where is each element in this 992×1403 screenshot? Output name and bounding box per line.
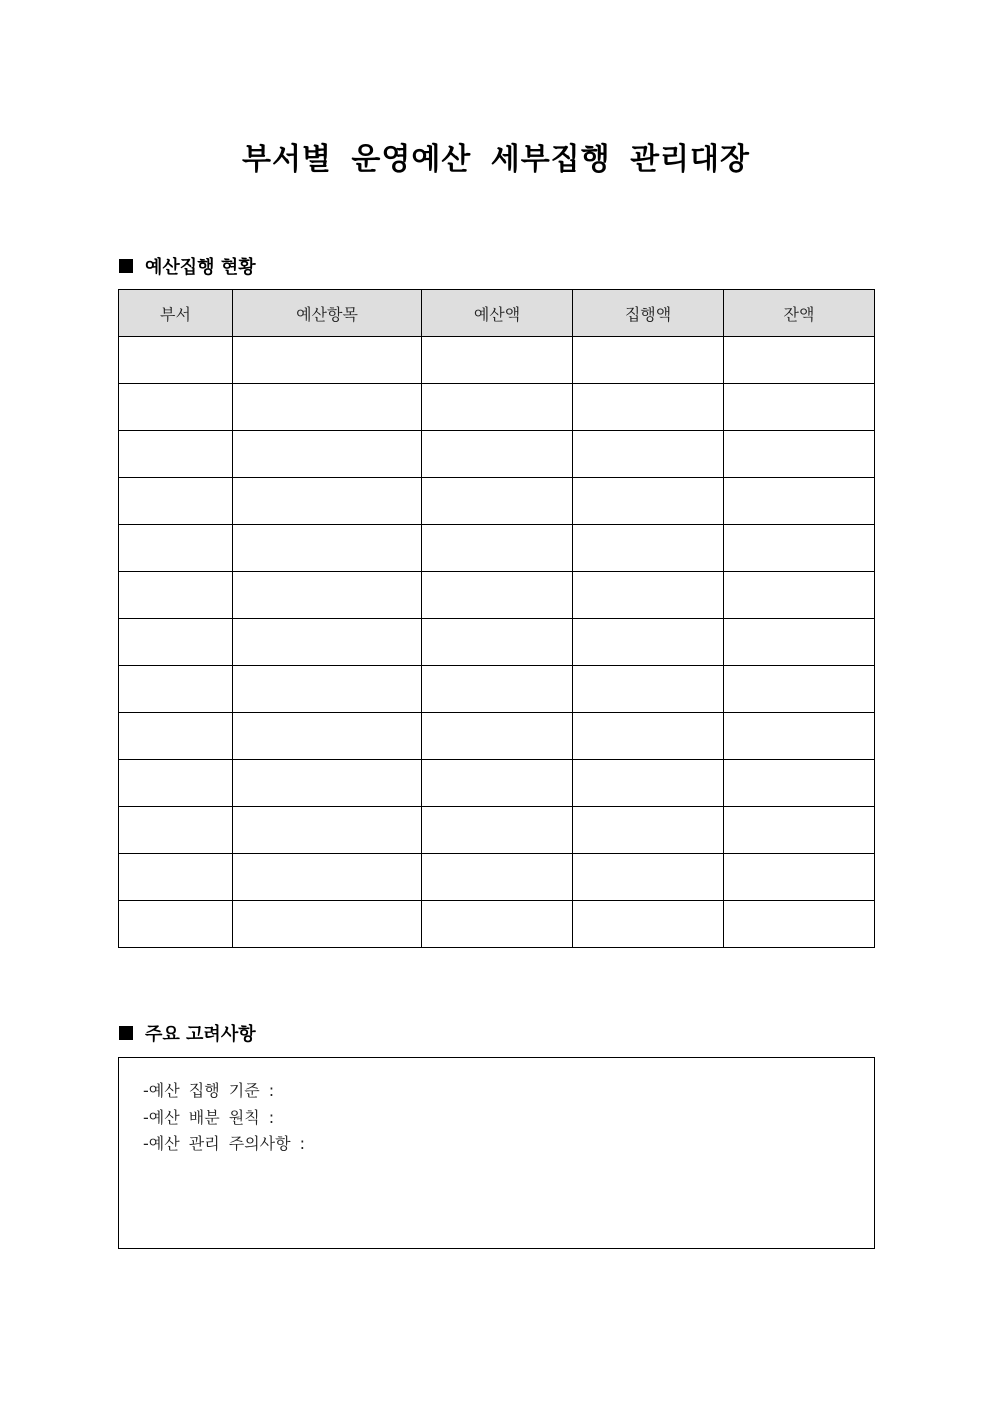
table-row (119, 854, 875, 901)
table-cell[interactable] (233, 431, 422, 478)
column-header-balance: 잔액 (724, 290, 875, 337)
table-cell[interactable] (119, 478, 233, 525)
table-row (119, 901, 875, 948)
table-cell[interactable] (422, 431, 573, 478)
table-cell[interactable] (119, 760, 233, 807)
table-cell[interactable] (724, 478, 875, 525)
section-heading-budget-status (119, 253, 256, 279)
table-cell[interactable] (724, 619, 875, 666)
consideration-execution-criteria: -예산 집행 기준 : (143, 1081, 275, 1100)
table-cell[interactable] (422, 337, 573, 384)
table-row (119, 337, 875, 384)
table-cell[interactable] (573, 854, 724, 901)
table-cell[interactable] (724, 572, 875, 619)
table-cell[interactable] (422, 619, 573, 666)
table-cell[interactable] (422, 666, 573, 713)
table-cell[interactable] (233, 478, 422, 525)
table-cell[interactable] (119, 572, 233, 619)
table-cell[interactable] (724, 854, 875, 901)
table-cell[interactable] (422, 384, 573, 431)
table-row (119, 619, 875, 666)
table-cell[interactable] (233, 854, 422, 901)
table-cell[interactable] (573, 901, 724, 948)
table-cell[interactable] (573, 619, 724, 666)
table-row (119, 572, 875, 619)
column-header-budget-amount: 예산액 (422, 290, 573, 337)
table-cell[interactable] (573, 572, 724, 619)
table-cell[interactable] (422, 478, 573, 525)
table-cell[interactable] (119, 807, 233, 854)
table-cell[interactable] (724, 901, 875, 948)
table-cell[interactable] (573, 713, 724, 760)
table-cell[interactable] (119, 384, 233, 431)
table-cell[interactable] (573, 525, 724, 572)
table-cell[interactable] (724, 337, 875, 384)
table-cell[interactable] (233, 619, 422, 666)
section-heading-label: 예산집행 현황 (145, 257, 256, 278)
table-row (119, 666, 875, 713)
table-cell[interactable] (233, 713, 422, 760)
column-header-budget-item: 예산항목 (233, 290, 422, 337)
table-cell[interactable] (119, 525, 233, 572)
table-cell[interactable] (724, 666, 875, 713)
table-cell[interactable] (724, 431, 875, 478)
table-row (119, 525, 875, 572)
black-square-icon (119, 259, 133, 273)
table-cell[interactable] (422, 854, 573, 901)
table-cell[interactable] (119, 854, 233, 901)
table-cell[interactable] (233, 384, 422, 431)
column-header-executed-amount: 집행액 (573, 290, 724, 337)
table-cell[interactable] (573, 666, 724, 713)
table-cell[interactable] (573, 760, 724, 807)
section-heading-label: 주요 고려사항 (145, 1024, 256, 1045)
table-cell[interactable] (233, 807, 422, 854)
table-cell[interactable] (233, 760, 422, 807)
budget-execution-table (118, 289, 875, 948)
section-heading-key-considerations (119, 1020, 256, 1046)
table-cell[interactable] (233, 572, 422, 619)
considerations-box[interactable] (118, 1057, 875, 1249)
table-cell[interactable] (573, 384, 724, 431)
consideration-allocation-principle: -예산 배분 원칙 : (143, 1107, 275, 1127)
table-cell[interactable] (119, 713, 233, 760)
table-cell[interactable] (422, 760, 573, 807)
table-cell[interactable] (119, 337, 233, 384)
table-row (119, 478, 875, 525)
table-cell[interactable] (119, 431, 233, 478)
table-cell[interactable] (573, 478, 724, 525)
table-cell[interactable] (422, 713, 573, 760)
table-header-row (119, 290, 875, 337)
table-cell[interactable] (573, 337, 724, 384)
table-cell[interactable] (422, 525, 573, 572)
table-cell[interactable] (119, 666, 233, 713)
table-cell[interactable] (724, 384, 875, 431)
table-cell[interactable] (233, 525, 422, 572)
table-cell[interactable] (573, 807, 724, 854)
column-header-department: 부서 (119, 290, 233, 337)
table-row (119, 807, 875, 854)
table-row (119, 760, 875, 807)
document-title: 부서별 운영예산 세부집행 관리대장 (241, 142, 751, 177)
black-square-icon (119, 1026, 133, 1040)
consideration-management-caution: -예산 관리 주의사항 : (143, 1134, 306, 1153)
table-cell[interactable] (724, 713, 875, 760)
table-cell[interactable] (724, 760, 875, 807)
table-cell[interactable] (422, 807, 573, 854)
considerations-list (119, 1058, 874, 1158)
table-row (119, 713, 875, 760)
table-cell[interactable] (233, 666, 422, 713)
table-cell[interactable] (119, 901, 233, 948)
table-cell[interactable] (724, 807, 875, 854)
table-cell[interactable] (573, 431, 724, 478)
table-cell[interactable] (233, 337, 422, 384)
table-cell[interactable] (233, 901, 422, 948)
table-cell[interactable] (724, 525, 875, 572)
table-row (119, 431, 875, 478)
table-cell[interactable] (119, 619, 233, 666)
table-cell[interactable] (422, 901, 573, 948)
table-row (119, 384, 875, 431)
table-cell[interactable] (422, 572, 573, 619)
